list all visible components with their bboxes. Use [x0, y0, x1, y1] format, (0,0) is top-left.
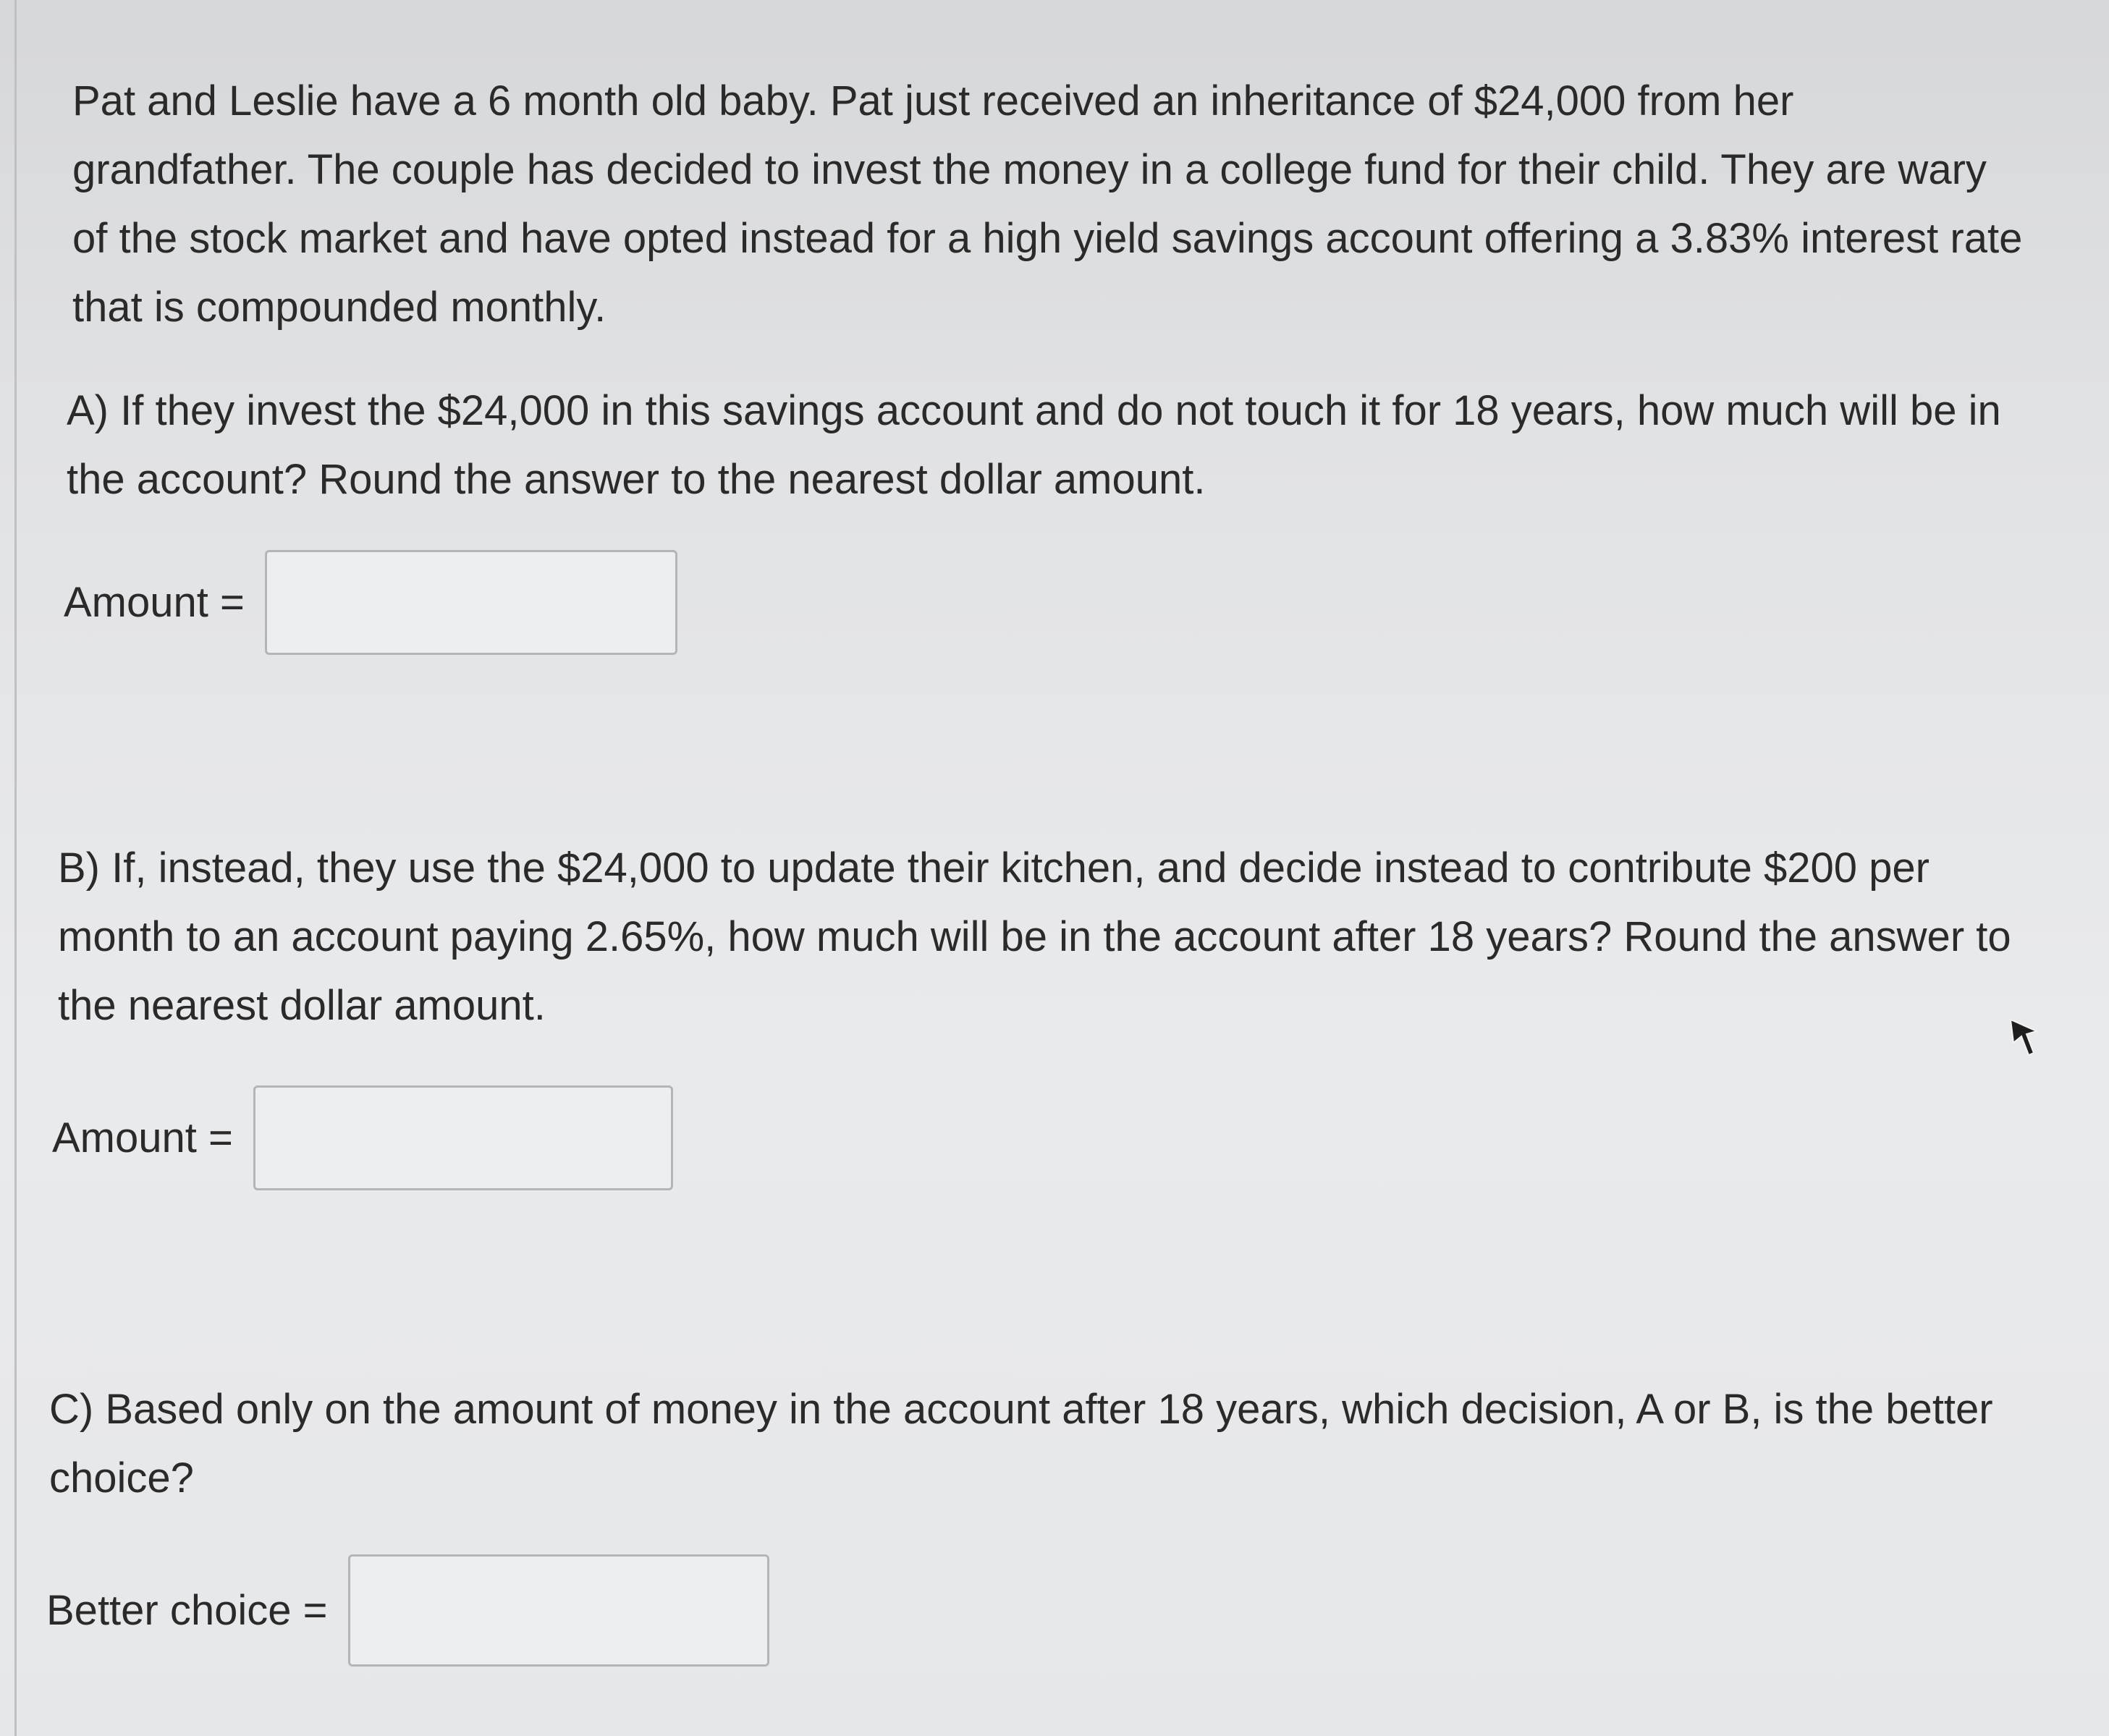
- problem-intro: Pat and Leslie have a 6 month old baby. Pat just received an inheritance of $24,000 from her grandfather. The couple has decided to invest the money in a college fund for their child. They are wary of the stock market and have opted instead for a high yield savings account offering a 3.83% interest rate that is compounded monthly.: [72, 77, 2023, 331]
- mouse-pointer-icon: [2005, 1009, 2048, 1060]
- question-b-amount-label: Amount =: [52, 1114, 233, 1161]
- question-c-choice-input[interactable]: [348, 1554, 769, 1667]
- question-c-choice-label: Better choice =: [46, 1587, 328, 1634]
- question-a-amount-input[interactable]: [265, 550, 677, 655]
- question-b-text: B) If, instead, they use the $24,000 to update their kitchen, and decide instead to contribute $200 per month to an account paying 2.65%, how much will be in the account after 18 years? Round the answer to the nearest dollar amount.: [58, 844, 2011, 1029]
- question-a-text: A) If they invest the $24,000 in this savings account and do not touch it for 18 years, how much will be in the account? Round the answer to the nearest dollar amount.: [67, 387, 2001, 503]
- question-a-amount-label: Amount =: [64, 579, 245, 626]
- question-b-amount-input[interactable]: [253, 1085, 673, 1190]
- question-c-answer-row: [46, 1554, 769, 1667]
- question-b-answer-row: [52, 1085, 673, 1190]
- question-c-text: C) Based only on the amount of money in the account after 18 years, which decision, A or B, is the better choice?: [49, 1386, 1993, 1502]
- question-a-answer-row: [64, 550, 677, 655]
- left-border: [14, 0, 17, 1736]
